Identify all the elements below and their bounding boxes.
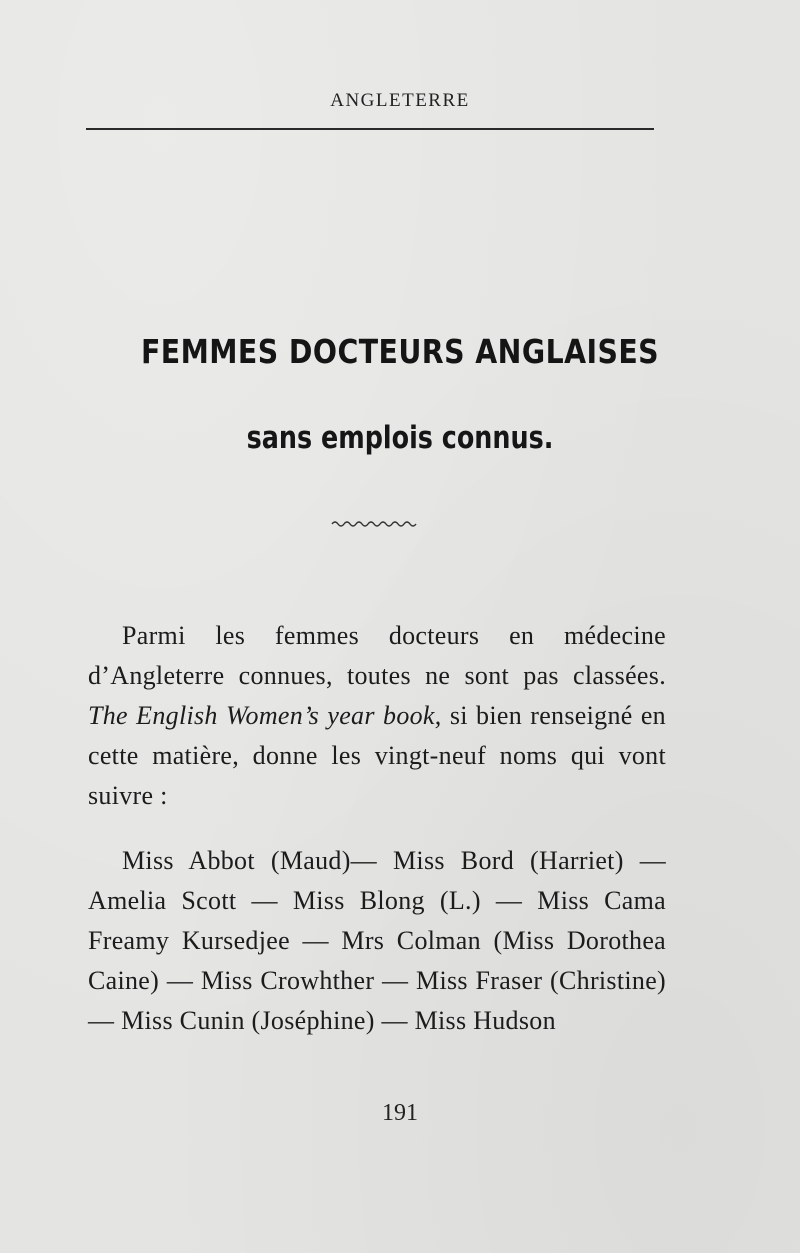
page-number: 191 (382, 1100, 418, 1126)
wavy-ornament (330, 518, 420, 530)
intro-text-end: si bien renseigné en cette matière, donne les vingt-neuf noms qui vont suivre : (88, 701, 666, 810)
paragraph-names-list (88, 841, 666, 1041)
header-rule (86, 128, 654, 130)
chapter-title: FEMMES DOCTEURS ANGLAISES (140, 332, 660, 371)
paragraph-intro (88, 616, 666, 816)
names-list-text: Miss Abbot (Maud)— Miss Bord (Harriet) — Amelia Scott — Miss Blong (L.) — Miss Cama Freamy Kursedjee — Mrs Colman (Miss Dorothea Caine) — Miss Crowhther — Miss Fraser (Christine) — Miss Cunin (Joséphine) — Miss Hudson (88, 846, 666, 1035)
intro-text-start: Parmi les femmes docteurs en médecine d’Angleterre connues, toutes ne sont pas classées. (88, 621, 666, 690)
running-head: ANGLETERRE (330, 90, 470, 111)
book-title: The English Women’s year book, (88, 701, 442, 730)
chapter-subtitle: sans emplois connus. (246, 420, 554, 456)
